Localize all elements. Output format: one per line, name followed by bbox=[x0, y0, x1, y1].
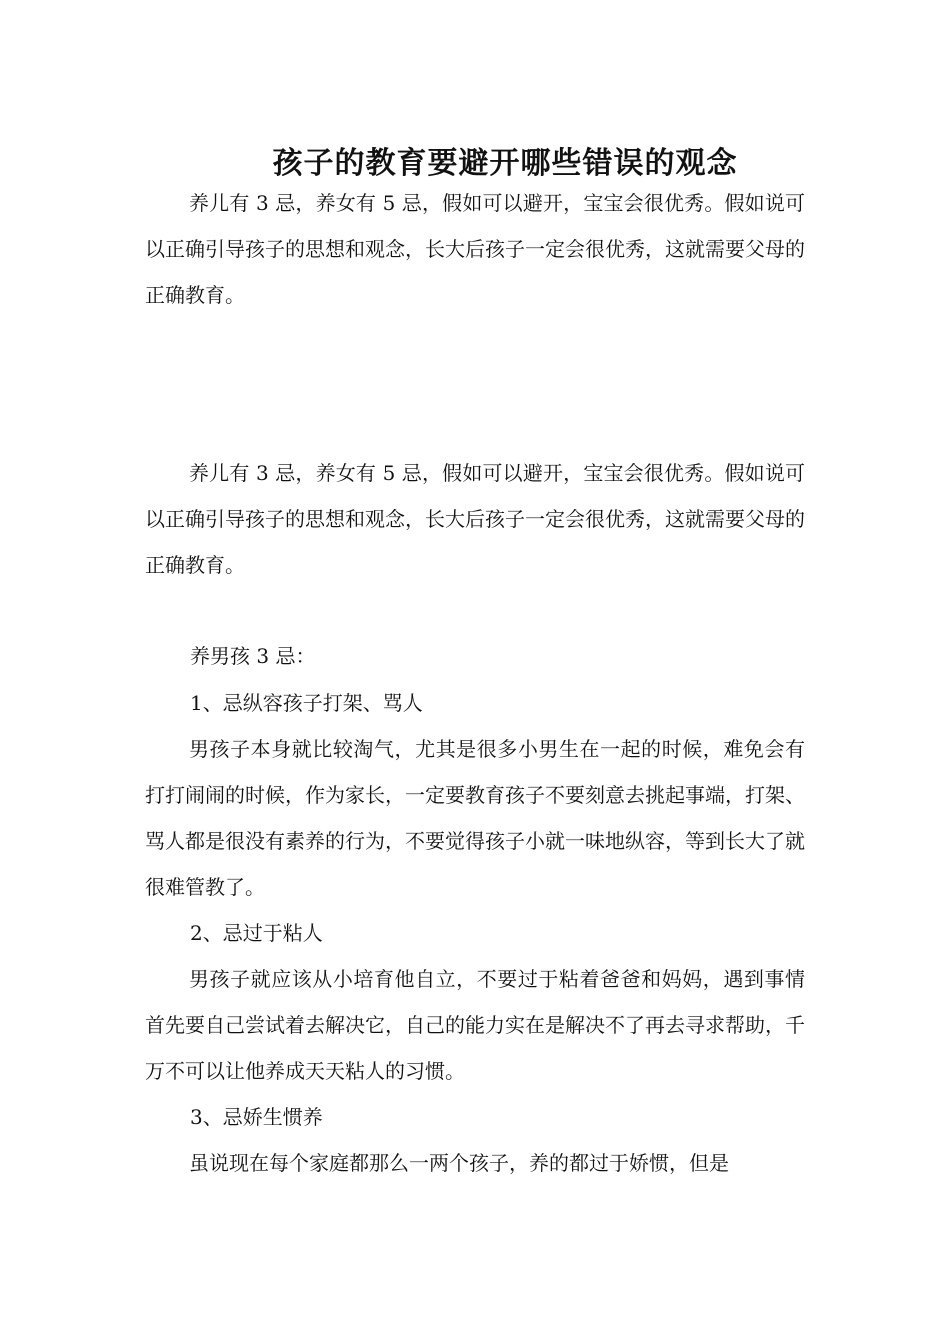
item-3-body: 虽说现在每个家庭都那么一两个孩子，养的都过于娇惯，但是 bbox=[189, 1151, 729, 1175]
item-1-heading: 1、忌纵容孩子打架、骂人 bbox=[190, 691, 423, 715]
item-1-body: 男孩子本身就比较淘气，尤其是很多小男生在一起的时候，难免会有打打闹闹的时候，作为家长，一定要教育孩子不要刻意去挑起事端，打架、骂人都是很没有素养的行为，不要觉得孩子小就一味地纵容，等到长大了就很难管教了。 bbox=[145, 737, 805, 899]
item-3-heading: 3、忌娇生惯养 bbox=[190, 1105, 323, 1129]
item-2-heading: 2、忌过于粘人 bbox=[190, 921, 323, 945]
item-2-body: 男孩子就应该从小培育他自立，不要过于粘着爸爸和妈妈，遇到事情首先要自己尝试着去解决它，自己的能力实在是解决不了再去寻求帮助，千万不可以让他养成天天粘人的习惯。 bbox=[145, 967, 805, 1083]
document-title: 孩子的教育要避开哪些错误的观念 bbox=[272, 146, 738, 182]
intro-paragraph-1: 养儿有 3 忌，养女有 5 忌，假如可以避开，宝宝会很优秀。假如说可以正确引导孩子的思想和观念，长大后孩子一定会很优秀，这就需要父母的正确教育。 bbox=[145, 191, 805, 307]
intro-paragraph-2: 养儿有 3 忌，养女有 5 忌，假如可以避开，宝宝会很优秀。假如说可以正确引导孩子的思想和观念，长大后孩子一定会很优秀，这就需要父母的正确教育。 bbox=[145, 461, 805, 577]
section-heading: 养男孩 3 忌： bbox=[190, 644, 316, 668]
